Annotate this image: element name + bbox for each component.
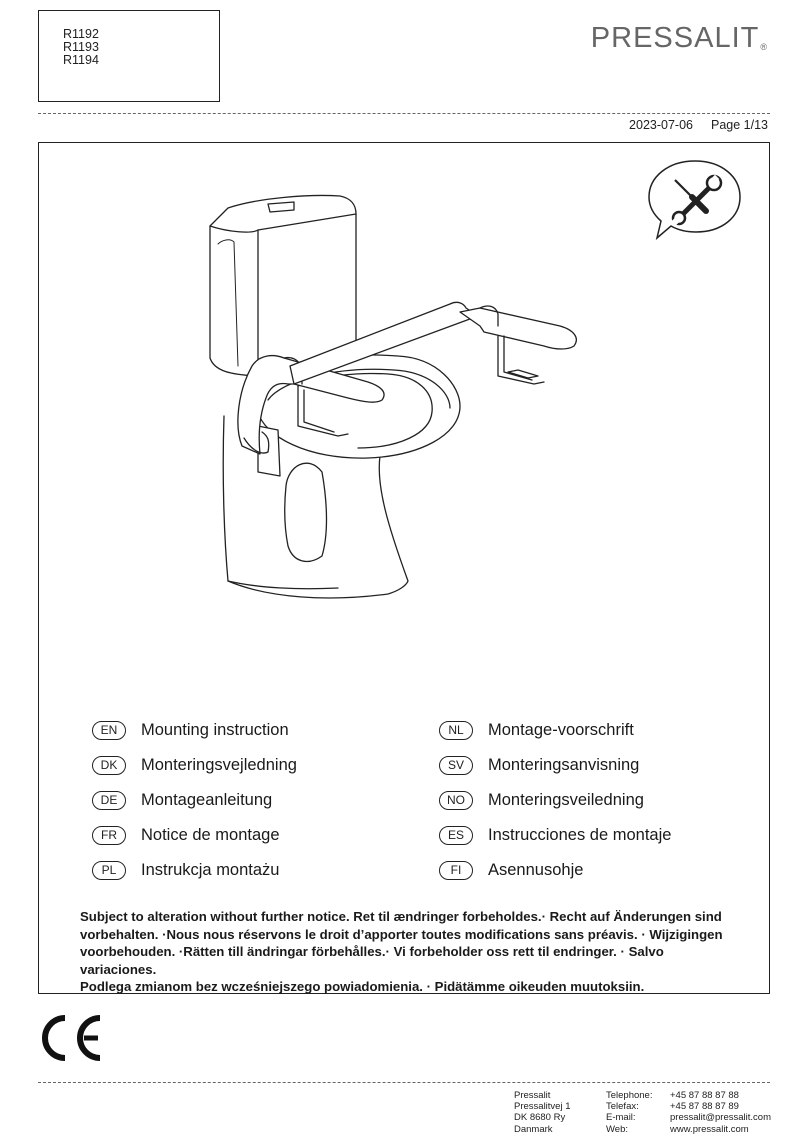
- document-date: 2023-07-06: [629, 118, 693, 132]
- brand-logo: [591, 22, 768, 55]
- address-line: Pressalitvej 1: [514, 1101, 571, 1113]
- language-label: Notice de montage: [141, 825, 280, 844]
- toilet-support-arm-illustration: [198, 186, 618, 606]
- email-value: pressalit@pressalit.com: [670, 1112, 771, 1124]
- contact-label: Telephone:: [606, 1090, 653, 1101]
- language-item-en: [92, 718, 289, 742]
- contact-label: E-mail:: [606, 1112, 636, 1124]
- notice-line: Podlega zmianom bez wcześniejszego powiadomienia. · Pidätämme oikeuden muutoksiin.: [80, 979, 645, 994]
- language-label: Monteringsvejledning: [141, 755, 297, 774]
- language-code: NL: [439, 721, 473, 740]
- ce-mark-icon: [38, 1013, 104, 1063]
- language-code: FR: [92, 826, 126, 845]
- language-label: Montage-voorschrift: [488, 720, 634, 739]
- alteration-notice: [80, 908, 740, 996]
- address-line: DK 8680 Ry: [514, 1112, 566, 1124]
- language-label: Asennusohje: [488, 860, 584, 879]
- language-code: PL: [92, 861, 126, 880]
- language-item-fr: [92, 823, 280, 847]
- model-number: R1194: [63, 53, 99, 67]
- company-address: [514, 1090, 571, 1135]
- language-label: Montageanleitung: [141, 790, 273, 809]
- language-code: EN: [92, 721, 126, 740]
- language-item-nl: [439, 718, 634, 742]
- language-item-dk: [92, 753, 297, 777]
- registered-mark: ®: [760, 42, 768, 52]
- notice-line: vorbehalten. ·Nous nous réservons le droit d’apporter toutes modifications sans préavis. · Wijzigingen: [80, 926, 723, 942]
- contact-label: Telefax:: [606, 1101, 639, 1113]
- web-value: www.pressalit.com: [670, 1123, 749, 1135]
- language-code: SV: [439, 756, 473, 775]
- wrench-screwdriver-icon: [644, 155, 746, 247]
- language-code: NO: [439, 791, 473, 810]
- notice-line: Subject to alteration without further notice. Ret til ændringer forbeholdes.· Recht auf Änderungen sind: [80, 909, 722, 924]
- model-number: R1192: [63, 27, 99, 41]
- language-code: FI: [439, 861, 473, 880]
- language-code: DK: [92, 756, 126, 775]
- header-divider: [38, 113, 770, 114]
- telephone-value: +45 87 88 87 88: [670, 1090, 739, 1101]
- model-number: R1193: [63, 40, 99, 54]
- address-line: Pressalit: [514, 1090, 551, 1101]
- page-number: Page 1/13: [711, 118, 768, 132]
- language-item-de: [92, 788, 272, 812]
- language-code: ES: [439, 826, 473, 845]
- language-label: Instrucciones de montaje: [488, 825, 672, 844]
- language-label: Instrukcja montażu: [141, 860, 280, 879]
- contact-values: [670, 1090, 771, 1135]
- telefax-value: +45 87 88 87 89: [670, 1101, 739, 1113]
- language-item-pl: [92, 858, 279, 882]
- model-number-box: [38, 10, 220, 102]
- language-code: DE: [92, 791, 126, 810]
- language-label: Mounting instruction: [141, 720, 289, 739]
- language-item-sv: [439, 753, 639, 777]
- footer-divider: [38, 1082, 770, 1083]
- language-label: Monteringsveiledning: [488, 790, 644, 809]
- language-item-es: [439, 823, 671, 847]
- language-label: Monteringsanvisning: [488, 755, 640, 774]
- date-page-line: [629, 118, 768, 132]
- language-item-no: [439, 788, 644, 812]
- contact-labels: [606, 1090, 652, 1135]
- brand-name: PRESSALIT: [590, 22, 760, 54]
- notice-line: voorbehouden. ·Rätten till ändringar förbehålles.· Vi forbeholder oss rett til endringer. · Salvo variaciones.: [80, 944, 664, 977]
- contact-label: Web:: [606, 1123, 629, 1135]
- address-line: Danmark: [514, 1123, 553, 1135]
- language-item-fi: [439, 858, 583, 882]
